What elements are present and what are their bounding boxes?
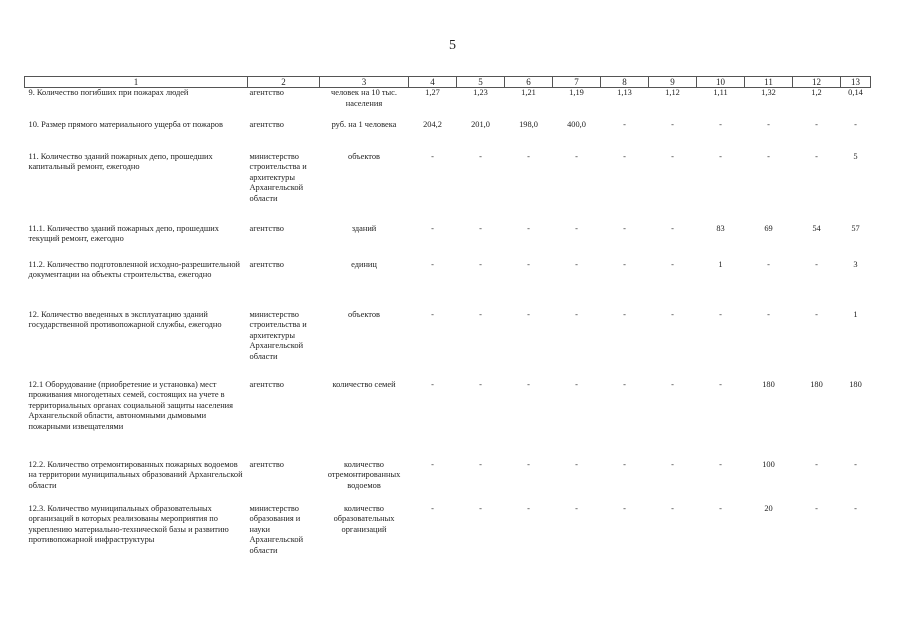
value-cell: 1,21 (521, 88, 536, 97)
responsible-executor: агентство (249, 119, 284, 129)
value-cell: - (575, 151, 578, 161)
header-cell: 11 (745, 77, 793, 88)
value-cell: 180 (849, 379, 862, 389)
value-cell: 3 (853, 259, 858, 269)
value-cell: 1,12 (665, 88, 680, 97)
value-cell: - (671, 503, 674, 513)
value-cell: 5 (853, 151, 858, 161)
responsible-executor: агентство (249, 223, 284, 233)
header-cell: 13 (841, 77, 871, 88)
header-cell: 8 (601, 77, 649, 88)
value-cell: - (479, 503, 482, 513)
value-cell: - (431, 459, 434, 469)
value-cell: 57 (851, 223, 860, 233)
value-cell: 1 (718, 259, 723, 269)
value-cell: - (623, 259, 626, 269)
value-cell: - (479, 309, 482, 319)
value-cell: - (719, 151, 722, 161)
value-cell: - (719, 503, 722, 513)
value-cell: - (431, 503, 434, 513)
unit-of-measure: зданий (351, 223, 377, 233)
value-cell: 1,23 (473, 88, 488, 97)
value-cell: - (431, 309, 434, 319)
unit-of-measure: руб. на 1 человека (331, 119, 397, 129)
value-cell: - (527, 309, 530, 319)
responsible-executor: министерство образования и науки Архангельской области (249, 503, 304, 555)
value-cell: 0,14 (848, 88, 863, 97)
value-cell: - (575, 309, 578, 319)
table-row (25, 88, 871, 120)
table-row (25, 310, 871, 380)
value-cell: - (527, 503, 530, 513)
value-cell: - (623, 119, 626, 129)
table-row (25, 120, 871, 152)
value-cell: 1,27 (425, 88, 440, 97)
value-cell: - (815, 309, 818, 319)
value-cell: 198,0 (519, 119, 538, 129)
unit-of-measure: количество образовательных организаций (333, 503, 395, 534)
unit-of-measure: количество семей (332, 379, 396, 389)
unit-of-measure: количество отремонтированных водоемов (327, 459, 401, 490)
unit-of-measure: объектов (348, 151, 380, 161)
value-cell: - (815, 151, 818, 161)
indicator-name: 12. Количество введенных в эксплуатацию зданий государственной противопожарной службы, ежегодно (28, 309, 222, 330)
value-cell: - (671, 459, 674, 469)
value-cell: - (527, 459, 530, 469)
indicator-name: 12.3. Количество муниципальных образовательных организаций в которых реализованы мероприятия по укреплению материально-технической базы и развитию противопожарной инфраструктуры (28, 503, 229, 545)
value-cell: 1,32 (761, 88, 776, 97)
value-cell: - (719, 459, 722, 469)
table-row (25, 224, 871, 260)
value-cell: - (854, 119, 857, 129)
value-cell: 1,11 (713, 88, 728, 97)
value-cell: - (623, 223, 626, 233)
header-cell: 3 (320, 77, 409, 88)
value-cell: - (719, 119, 722, 129)
responsible-executor: агентство (249, 88, 284, 97)
value-cell: - (479, 151, 482, 161)
value-cell: - (815, 119, 818, 129)
value-cell: - (671, 379, 674, 389)
table-row (25, 460, 871, 504)
value-cell: - (671, 259, 674, 269)
value-cell: - (623, 151, 626, 161)
value-cell: - (479, 379, 482, 389)
value-cell: - (479, 223, 482, 233)
indicator-name: 9. Количество погибших при пожарах людей (28, 88, 189, 97)
value-cell: - (575, 259, 578, 269)
value-cell: - (854, 503, 857, 513)
table-row (25, 380, 871, 460)
value-cell: - (527, 151, 530, 161)
value-cell: - (854, 459, 857, 469)
value-cell: 204,2 (423, 119, 442, 129)
value-cell: 201,0 (471, 119, 490, 129)
unit-of-measure: человек на 10 тыс. населения (331, 88, 397, 108)
value-cell: 54 (812, 223, 821, 233)
indicator-name: 11.2. Количество подготовленной исходно-разрешительной документации на объекты строительства, ежегодно (28, 259, 241, 280)
value-cell: - (431, 151, 434, 161)
responsible-executor: агентство (249, 459, 284, 469)
value-cell: - (767, 151, 770, 161)
value-cell: 180 (762, 379, 775, 389)
value-cell: - (527, 259, 530, 269)
value-cell: - (431, 259, 434, 269)
value-cell: 83 (716, 223, 725, 233)
value-cell: - (575, 503, 578, 513)
indicator-name: 12.1 Оборудование (приобретение и установка) мест проживания многодетных семей, состоящих на учете в территориальных органах социальной защиты населения Архангельской области, автономными дымовыми пожарными извещателями (28, 379, 234, 431)
value-cell: - (431, 379, 434, 389)
responsible-executor: министерство строительства и архитектуры Архангельской области (249, 151, 307, 203)
value-cell: 100 (762, 459, 775, 469)
value-cell: - (479, 259, 482, 269)
table-row (25, 260, 871, 310)
unit-of-measure: объектов (348, 309, 380, 319)
value-cell: - (623, 459, 626, 469)
header-cell: 6 (505, 77, 553, 88)
value-cell: - (815, 503, 818, 513)
value-cell: - (671, 309, 674, 319)
header-cell: 2 (248, 77, 320, 88)
value-cell: - (527, 379, 530, 389)
responsible-executor: агентство (249, 259, 284, 269)
value-cell: - (671, 119, 674, 129)
indicator-name: 11. Количество зданий пожарных депо, прошедших капитальный ремонт, ежегодно (28, 151, 213, 172)
value-cell: 20 (764, 503, 773, 513)
indicator-name: 10. Размер прямого материального ущерба от пожаров (28, 119, 223, 129)
value-cell: - (575, 223, 578, 233)
value-cell: - (767, 259, 770, 269)
responsible-executor: агентство (249, 379, 284, 389)
value-cell: - (671, 151, 674, 161)
value-cell: - (527, 223, 530, 233)
value-cell: - (815, 459, 818, 469)
header-cell: 9 (649, 77, 697, 88)
header-row (25, 77, 871, 88)
value-cell: 1 (853, 309, 858, 319)
value-cell: 1,19 (569, 88, 584, 97)
value-cell: - (623, 379, 626, 389)
table-row (25, 504, 871, 564)
header-cell: 10 (697, 77, 745, 88)
value-cell: - (767, 309, 770, 319)
value-cell: - (671, 223, 674, 233)
value-cell: 400,0 (567, 119, 586, 129)
table-row (25, 152, 871, 224)
value-cell: - (623, 309, 626, 319)
header-cell: 12 (793, 77, 841, 88)
value-cell: - (575, 379, 578, 389)
value-cell: - (431, 223, 434, 233)
value-cell: - (575, 459, 578, 469)
header-cell: 5 (457, 77, 505, 88)
header-cell: 4 (409, 77, 457, 88)
value-cell: - (719, 309, 722, 319)
value-cell: - (623, 503, 626, 513)
page-number: 5 (449, 38, 456, 53)
responsible-executor: министерство строительства и архитектуры Архангельской области (249, 309, 307, 361)
value-cell: 1,13 (617, 88, 632, 97)
indicator-name: 12.2. Количество отремонтированных пожарных водоемов на территории муниципальных образований Архангельской области (28, 459, 243, 490)
unit-of-measure: единиц (351, 259, 377, 269)
header-cell: 7 (553, 77, 601, 88)
value-cell: 180 (810, 379, 823, 389)
value-cell: - (719, 379, 722, 389)
value-cell: - (815, 259, 818, 269)
header-cell: 1 (25, 77, 248, 88)
value-cell: - (479, 459, 482, 469)
value-cell: 1,2 (811, 88, 822, 97)
value-cell: 69 (764, 223, 773, 233)
indicators-table (24, 76, 871, 564)
indicator-name: 11.1. Количество зданий пожарных депо, прошедших текущий ремонт, ежегодно (28, 223, 219, 244)
value-cell: - (767, 119, 770, 129)
